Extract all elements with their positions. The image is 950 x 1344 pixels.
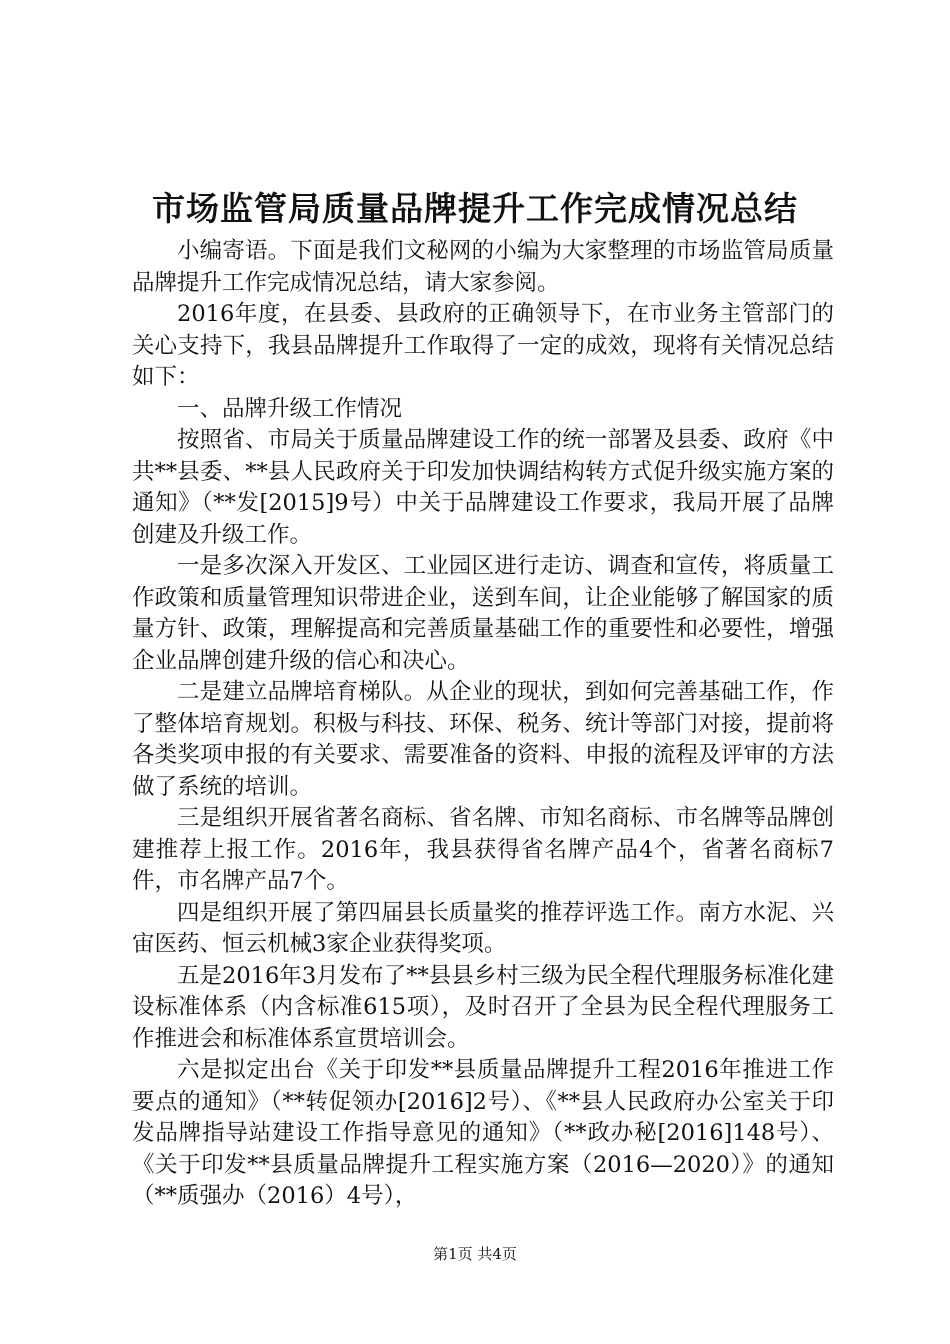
paragraph-item-six: 六是拟定出台《关于印发**县质量品牌提升工程2016年推进工作要点的通知》（**转促领办[2016]2号）、《**县人民政府办公室关于印发品牌指导站建设工作指导意见的通知》（**政办秘[2016]148号）、《关于印发**县质量品牌提升工程实施方案（2016—2020）》的通知（**质强办（2016）4号）， [132, 1057, 834, 1209]
paragraph-intro: 小编寄语。下面是我们文秘网的小编为大家整理的市场监管局质量品牌提升工作完成情况总结，请大家参阅。 [132, 238, 834, 296]
paragraph-item-one: 一是多次深入开发区、工业园区进行走访、调查和宣传，将质量工作政策和质量管理知识带进企业，送到车间，让企业能够了解国家的质量方针、政策，理解提高和完善质量基础工作的重要性和必要性，增强企业品牌创建升级的信心和决心。 [132, 553, 834, 674]
page-number-footer: 第1页 共4页 [433, 1245, 517, 1263]
paragraph-deployment: 按照省、市局关于质量品牌建设工作的统一部署及县委、政府《中共**县委、**县人民政府关于印发加快调结构转方式促升级实施方案的通知》（**发[2015]9号）中关于品牌建设工作要求，我局开展了品牌创建及升级工作。 [132, 427, 834, 548]
paragraph-overview: 2016年度，在县委、县政府的正确领导下，在市业务主管部门的关心支持下，我县品牌提升工作取得了一定的成效，现将有关情况总结如下： [132, 301, 834, 390]
paragraph-item-three: 三是组织开展省著名商标、省名牌、市知名商标、市名牌等品牌创建推荐上报工作。2016年，我县获得省名牌产品4个，省著名商标7件，市名牌产品7个。 [132, 805, 834, 894]
document-title: 市场监管局质量品牌提升工作完成情况总结 [152, 189, 798, 228]
document-body [132, 236, 834, 1213]
paragraph-item-five: 五是2016年3月发布了**县县乡村三级为民全程代理服务标准化建设标准体系（内含标准615项），及时召开了全县为民全程代理服务工作推进会和标准体系宣贯培训会。 [132, 962, 834, 1052]
paragraph-item-four: 四是组织开展了第四届县长质量奖的推荐评选工作。南方水泥、兴宙医药、恒云机械3家企业获得奖项。 [132, 899, 834, 957]
paragraph-item-two: 二是建立品牌培育梯队。从企业的现状，到如何完善基础工作，作了整体培育规划。积极与科技、环保、税务、统计等部门对接，提前将各类奖项申报的有关要求、需要准备的资料、申报的流程及评审的方法做了系统的培训。 [132, 679, 834, 800]
section-heading-brand-upgrade: 一、品牌升级工作情况 [177, 395, 403, 422]
